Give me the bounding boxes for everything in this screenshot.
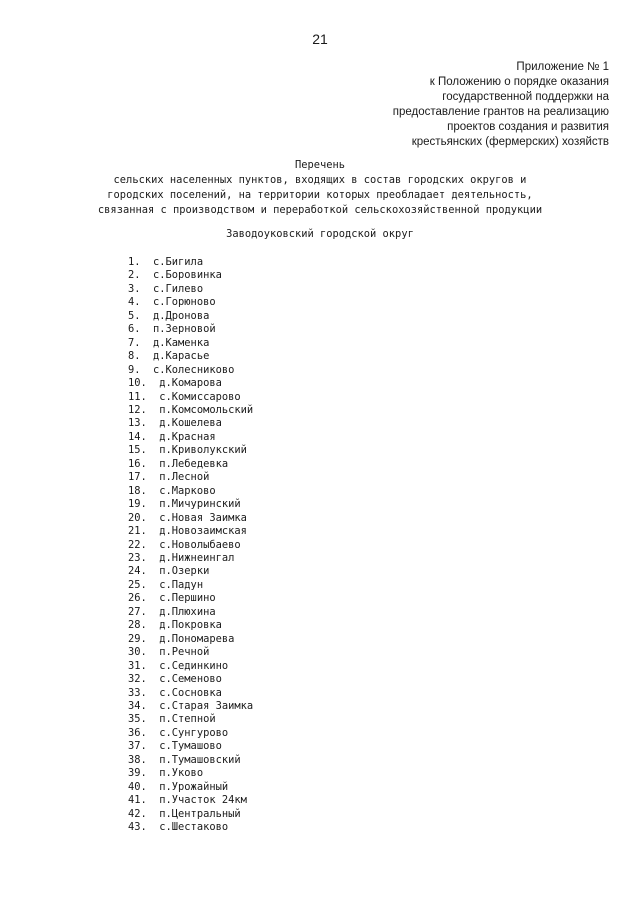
list-item: 20. с.Новая Заимка: [128, 511, 247, 524]
list-item: 5. д.Дронова: [128, 309, 210, 322]
list-subtitle-line: городских поселений, на территории которых преобладает деятельность,: [107, 189, 533, 201]
appendix-line: проектов создания и развития: [447, 121, 609, 133]
list-item: 28. д.Покровка: [128, 619, 222, 632]
list-item: 9. с.Колесниково: [128, 363, 235, 376]
list-item: 13. д.Кошелева: [128, 417, 222, 430]
list-heading: Перечень: [294, 159, 346, 171]
list-item: 21. д.Новозаимская: [128, 525, 247, 538]
list-item: 12. п.Комсомольский: [128, 403, 254, 416]
list-item: 14. д.Красная: [128, 430, 216, 443]
list-subtitle-line: сельских населенных пунктов, входящих в состав городских округов и: [113, 174, 527, 186]
list-item: 7. д.Каменка: [128, 336, 210, 349]
appendix-line: Приложение № 1: [516, 61, 609, 73]
list-item: 37. с.Тумашово: [128, 740, 222, 753]
list-item: 11. с.Комиссарово: [128, 390, 241, 403]
list-item: 2. с.Боровинка: [128, 269, 222, 282]
list-item: 6. п.Зерновой: [128, 323, 216, 336]
list-item: 39. п.Уково: [128, 767, 204, 780]
list-item: 4. с.Горюново: [128, 296, 216, 309]
settlement-list: [128, 256, 253, 834]
list-item: 23. д.Нижнеингал: [128, 551, 235, 564]
list-item: 24. п.Озерки: [128, 565, 210, 578]
list-item: 18. с.Марково: [128, 484, 216, 497]
list-item: 1. с.Бигила: [128, 256, 204, 268]
list-item: 19. п.Мичуринский: [128, 498, 241, 511]
list-item: 35. п.Степной: [128, 713, 216, 726]
list-item: 34. с.Старая Заимка: [128, 699, 254, 712]
list-item: 43. с.Шестаково: [128, 821, 229, 834]
appendix-line: к Положению о порядке оказания: [429, 76, 609, 88]
list-item: 42. п.Центральный: [128, 807, 241, 820]
list-item: 27. д.Плюхина: [128, 605, 216, 618]
list-item: 32. с.Семеново: [128, 673, 222, 686]
list-title: [0, 158, 640, 218]
list-item: 22. с.Новолыбаево: [128, 538, 241, 551]
list-item: 3. с.Гилево: [128, 282, 204, 295]
list-item: 41. п.Участок 24км: [128, 794, 247, 807]
appendix-line: крестьянских (фермерских) хозяйств: [411, 136, 609, 148]
list-item: 8. д.Карасье: [128, 350, 210, 363]
list-item: 33. с.Сосновка: [128, 686, 222, 699]
list-item: 17. п.Лесной: [128, 471, 210, 484]
list-subtitle-line: связанная с производством и переработкой сельскохозяйственной продукции: [97, 204, 543, 216]
district-name: Заводоуковский городской округ: [226, 228, 414, 240]
list-item: 26. с.Першино: [128, 592, 216, 605]
appendix-header: [393, 60, 609, 150]
list-item: 25. с.Падун: [128, 578, 204, 591]
list-item: 36. с.Сунгурово: [128, 726, 229, 739]
list-item: 10. д.Комарова: [128, 377, 222, 390]
list-item: 38. п.Тумашовский: [128, 753, 241, 766]
appendix-line: государственной поддержки на: [442, 91, 609, 103]
list-item: 15. п.Криволукский: [128, 444, 247, 457]
appendix-line: предоставление грантов на реализацию: [392, 106, 609, 118]
list-item: 40. п.Урожайный: [128, 780, 229, 793]
list-item: 30. п.Речной: [128, 646, 210, 659]
page-number: 21: [312, 31, 328, 47]
list-item: 29. д.Пономарева: [128, 632, 235, 645]
list-item: 31. с.Сединкино: [128, 659, 229, 672]
list-item: 16. п.Лебедевка: [128, 457, 229, 470]
